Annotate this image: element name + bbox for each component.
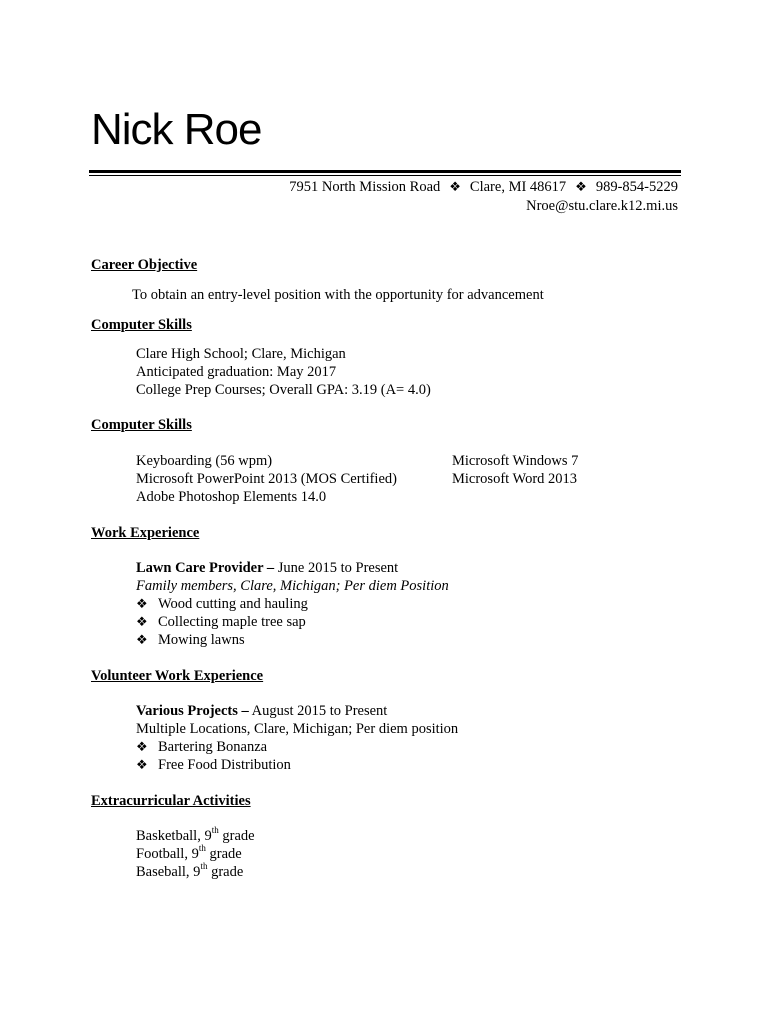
objective-heading: Career Objective bbox=[91, 257, 198, 273]
list-item bbox=[136, 613, 306, 631]
bullet-text: Bartering Bonanza bbox=[158, 739, 268, 755]
list-item bbox=[136, 738, 267, 756]
diamond-bullet-icon: ❖ bbox=[136, 614, 148, 629]
work-dates: June 2015 to Present bbox=[277, 560, 399, 576]
activity-text: Basketball, 9 bbox=[136, 828, 212, 844]
skill-item: Microsoft Windows 7 bbox=[452, 453, 579, 469]
activity-text: Football, 9 bbox=[136, 846, 199, 862]
superscript: th bbox=[198, 843, 206, 854]
city: Clare, MI 48617 bbox=[469, 179, 567, 195]
work-employer: Family members, Clare, Michigan; Per diem Position bbox=[136, 578, 449, 594]
work-title: Lawn Care Provider – bbox=[136, 560, 275, 576]
resume-name: Nick Roe bbox=[91, 105, 262, 154]
activity-suffix: grade bbox=[205, 846, 242, 862]
diamond-bullet-icon: ❖ bbox=[136, 757, 148, 772]
list-item bbox=[136, 756, 291, 774]
volunteer-location: Multiple Locations, Clare, Michigan; Per diem position bbox=[136, 721, 459, 737]
activity-item bbox=[136, 827, 255, 845]
activities-heading: Extracurricular Activities bbox=[91, 793, 251, 809]
header-rule-thick bbox=[89, 170, 681, 173]
contact-block bbox=[289, 177, 678, 216]
work-title-line bbox=[136, 559, 398, 577]
superscript: th bbox=[211, 825, 219, 836]
work-heading: Work Experience bbox=[91, 525, 200, 541]
list-item bbox=[136, 631, 245, 649]
diamond-separator-icon: ❖ bbox=[575, 179, 587, 194]
diamond-separator-icon: ❖ bbox=[449, 179, 461, 194]
education-line: Clare High School; Clare, Michigan bbox=[136, 346, 346, 362]
volunteer-heading: Volunteer Work Experience bbox=[91, 668, 264, 684]
header-rule-thin bbox=[89, 175, 681, 176]
address: 7951 North Mission Road bbox=[289, 179, 441, 195]
education-heading: Computer Skills bbox=[91, 317, 192, 333]
volunteer-title: Various Projects – bbox=[136, 703, 249, 719]
objective-text: To obtain an entry-level position with the opportunity for advancement bbox=[132, 287, 544, 303]
email: Nroe@stu.clare.k12.mi.us bbox=[526, 198, 678, 214]
activity-text: Baseball, 9 bbox=[136, 864, 201, 880]
activity-item bbox=[136, 863, 243, 881]
diamond-bullet-icon: ❖ bbox=[136, 739, 148, 754]
skill-item: Microsoft Word 2013 bbox=[452, 471, 578, 487]
superscript: th bbox=[200, 861, 208, 872]
skill-item: Adobe Photoshop Elements 14.0 bbox=[136, 489, 327, 505]
diamond-bullet-icon: ❖ bbox=[136, 632, 148, 647]
bullet-text: Mowing lawns bbox=[158, 632, 245, 648]
education-line: Anticipated graduation: May 2017 bbox=[136, 364, 337, 380]
activity-suffix: grade bbox=[218, 828, 255, 844]
phone: 989-854-5229 bbox=[595, 179, 678, 195]
bullet-text: Collecting maple tree sap bbox=[158, 614, 306, 630]
education-line: College Prep Courses; Overall GPA: 3.19 (A= 4.0) bbox=[136, 382, 431, 398]
activity-item bbox=[136, 845, 242, 863]
bullet-text: Wood cutting and hauling bbox=[158, 596, 308, 612]
skill-item: Microsoft PowerPoint 2013 (MOS Certified) bbox=[136, 471, 397, 487]
skills-heading: Computer Skills bbox=[91, 417, 192, 433]
contact-line-1 bbox=[289, 177, 678, 197]
skill-item: Keyboarding (56 wpm) bbox=[136, 453, 273, 469]
activity-suffix: grade bbox=[207, 864, 244, 880]
volunteer-title-line bbox=[136, 702, 387, 720]
diamond-bullet-icon: ❖ bbox=[136, 596, 148, 611]
volunteer-dates: August 2015 to Present bbox=[251, 703, 388, 719]
bullet-text: Free Food Distribution bbox=[158, 757, 291, 773]
list-item bbox=[136, 595, 308, 613]
